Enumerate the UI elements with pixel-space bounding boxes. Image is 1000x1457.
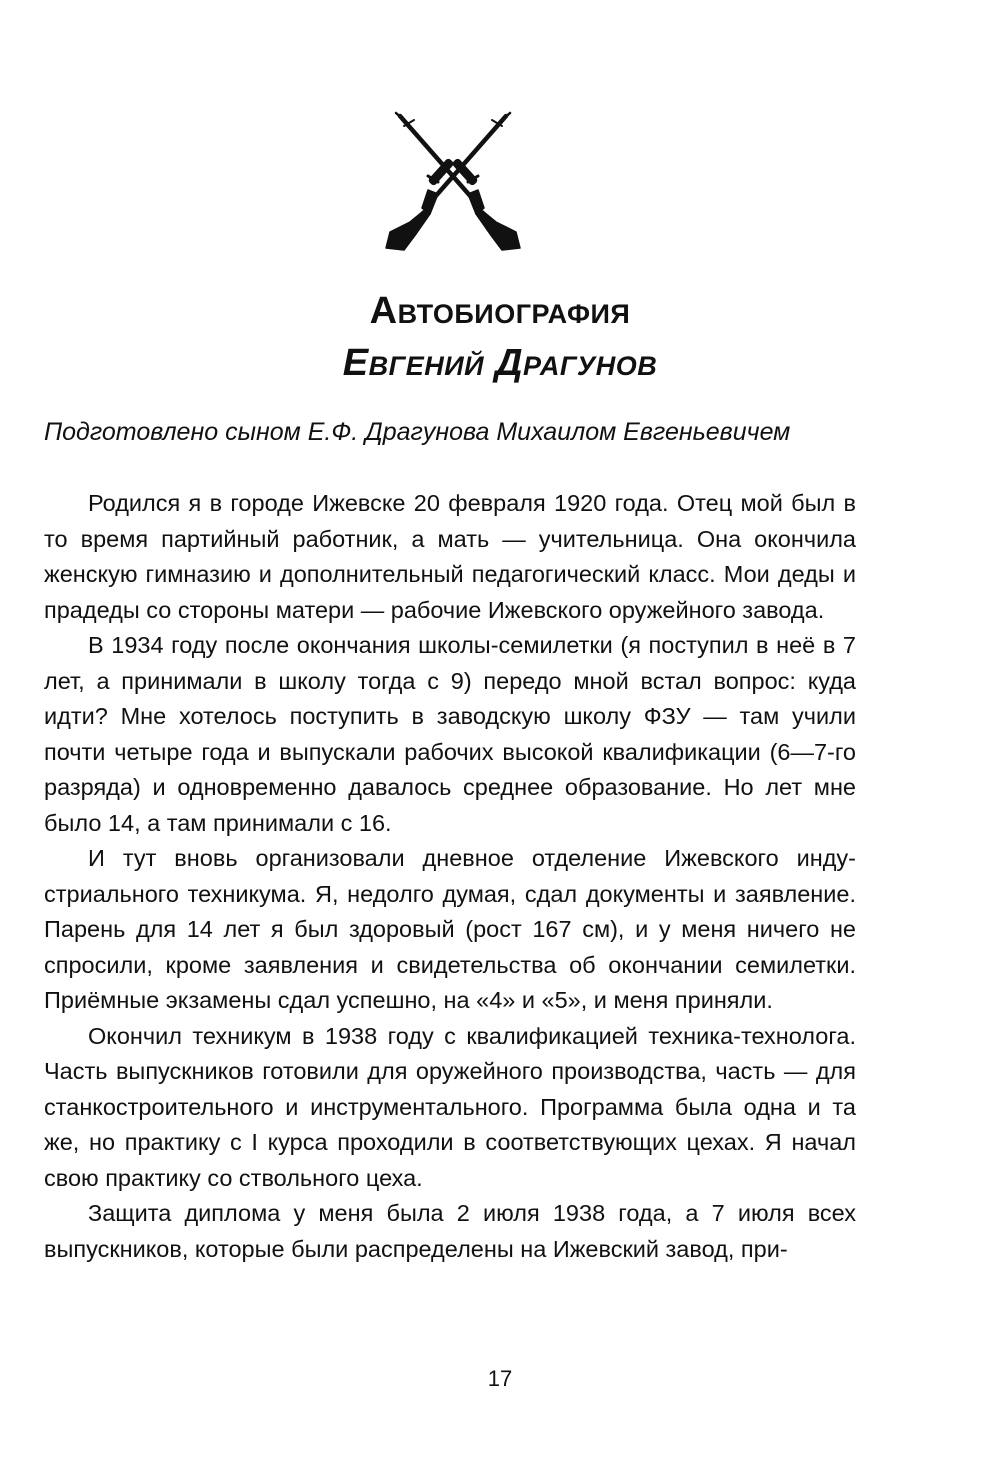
paragraph: Родился я в городе Ижевске 20 февраля 1920 года. Отец мой был в то время партийный работник, а мать — учительница. Она окончила женскую гимназию и дополнительный педагогический класс. Мои деды и прадеды со стороны матери — рабочие Ижевского оружейного завода. <box>44 490 856 623</box>
paragraph: И тут вновь организовали дневное отделение Ижевского индустриального техникума. Я, недолго думая, сдал документы и заявление. Парень для 14 лет я был здоровый (рост 167 см), и у меня ничего не спросили, кроме заявления и свидетельства об окончании семилетки. Приёмные экзамены сдал успешно, на «4» и «5», и меня приняли. <box>44 845 856 1013</box>
page-number: 17 <box>487 1366 513 1391</box>
paragraph: Защита диплома у меня была 2 июля 1938 года, а 7 июля всех выпускников, которые были распределены на Ижевский завод, при- <box>44 1200 856 1262</box>
paragraph: Окончил техникум в 1938 году с квалификацией техника-технолога. Часть выпускников готовили для оружейного производства, часть — для станкостроительного и инструментального. Программа была одна и та же, но практику с I курса проходили в соответствующих цехах. Я начал свою практику со ствольного цеха. <box>44 1022 856 1191</box>
crossed-rifles-icon <box>378 110 528 258</box>
article-body <box>44 486 856 1267</box>
author-name: Евгений Драгунов <box>342 342 658 384</box>
paragraph: В 1934 году после окончания школы-семилетки (я поступил в неё в 7 лет, а принимали в школу тогда с 9) передо мной встал вопрос: куда идти? Мне хотелось поступить в заводскую школу ФЗУ — там учили почти четыре года и выпускали рабочих высокой квалификации (6—7-го разряда) и одновременно давалось среднее образование. Но лет мне было 14, а там принимали с 16. <box>44 632 856 836</box>
page-title: Автобиография <box>369 290 631 332</box>
subtitle: Подготовлено сыном Е.Ф. Драгунова Михаилом Евгеньевичем <box>44 418 791 446</box>
